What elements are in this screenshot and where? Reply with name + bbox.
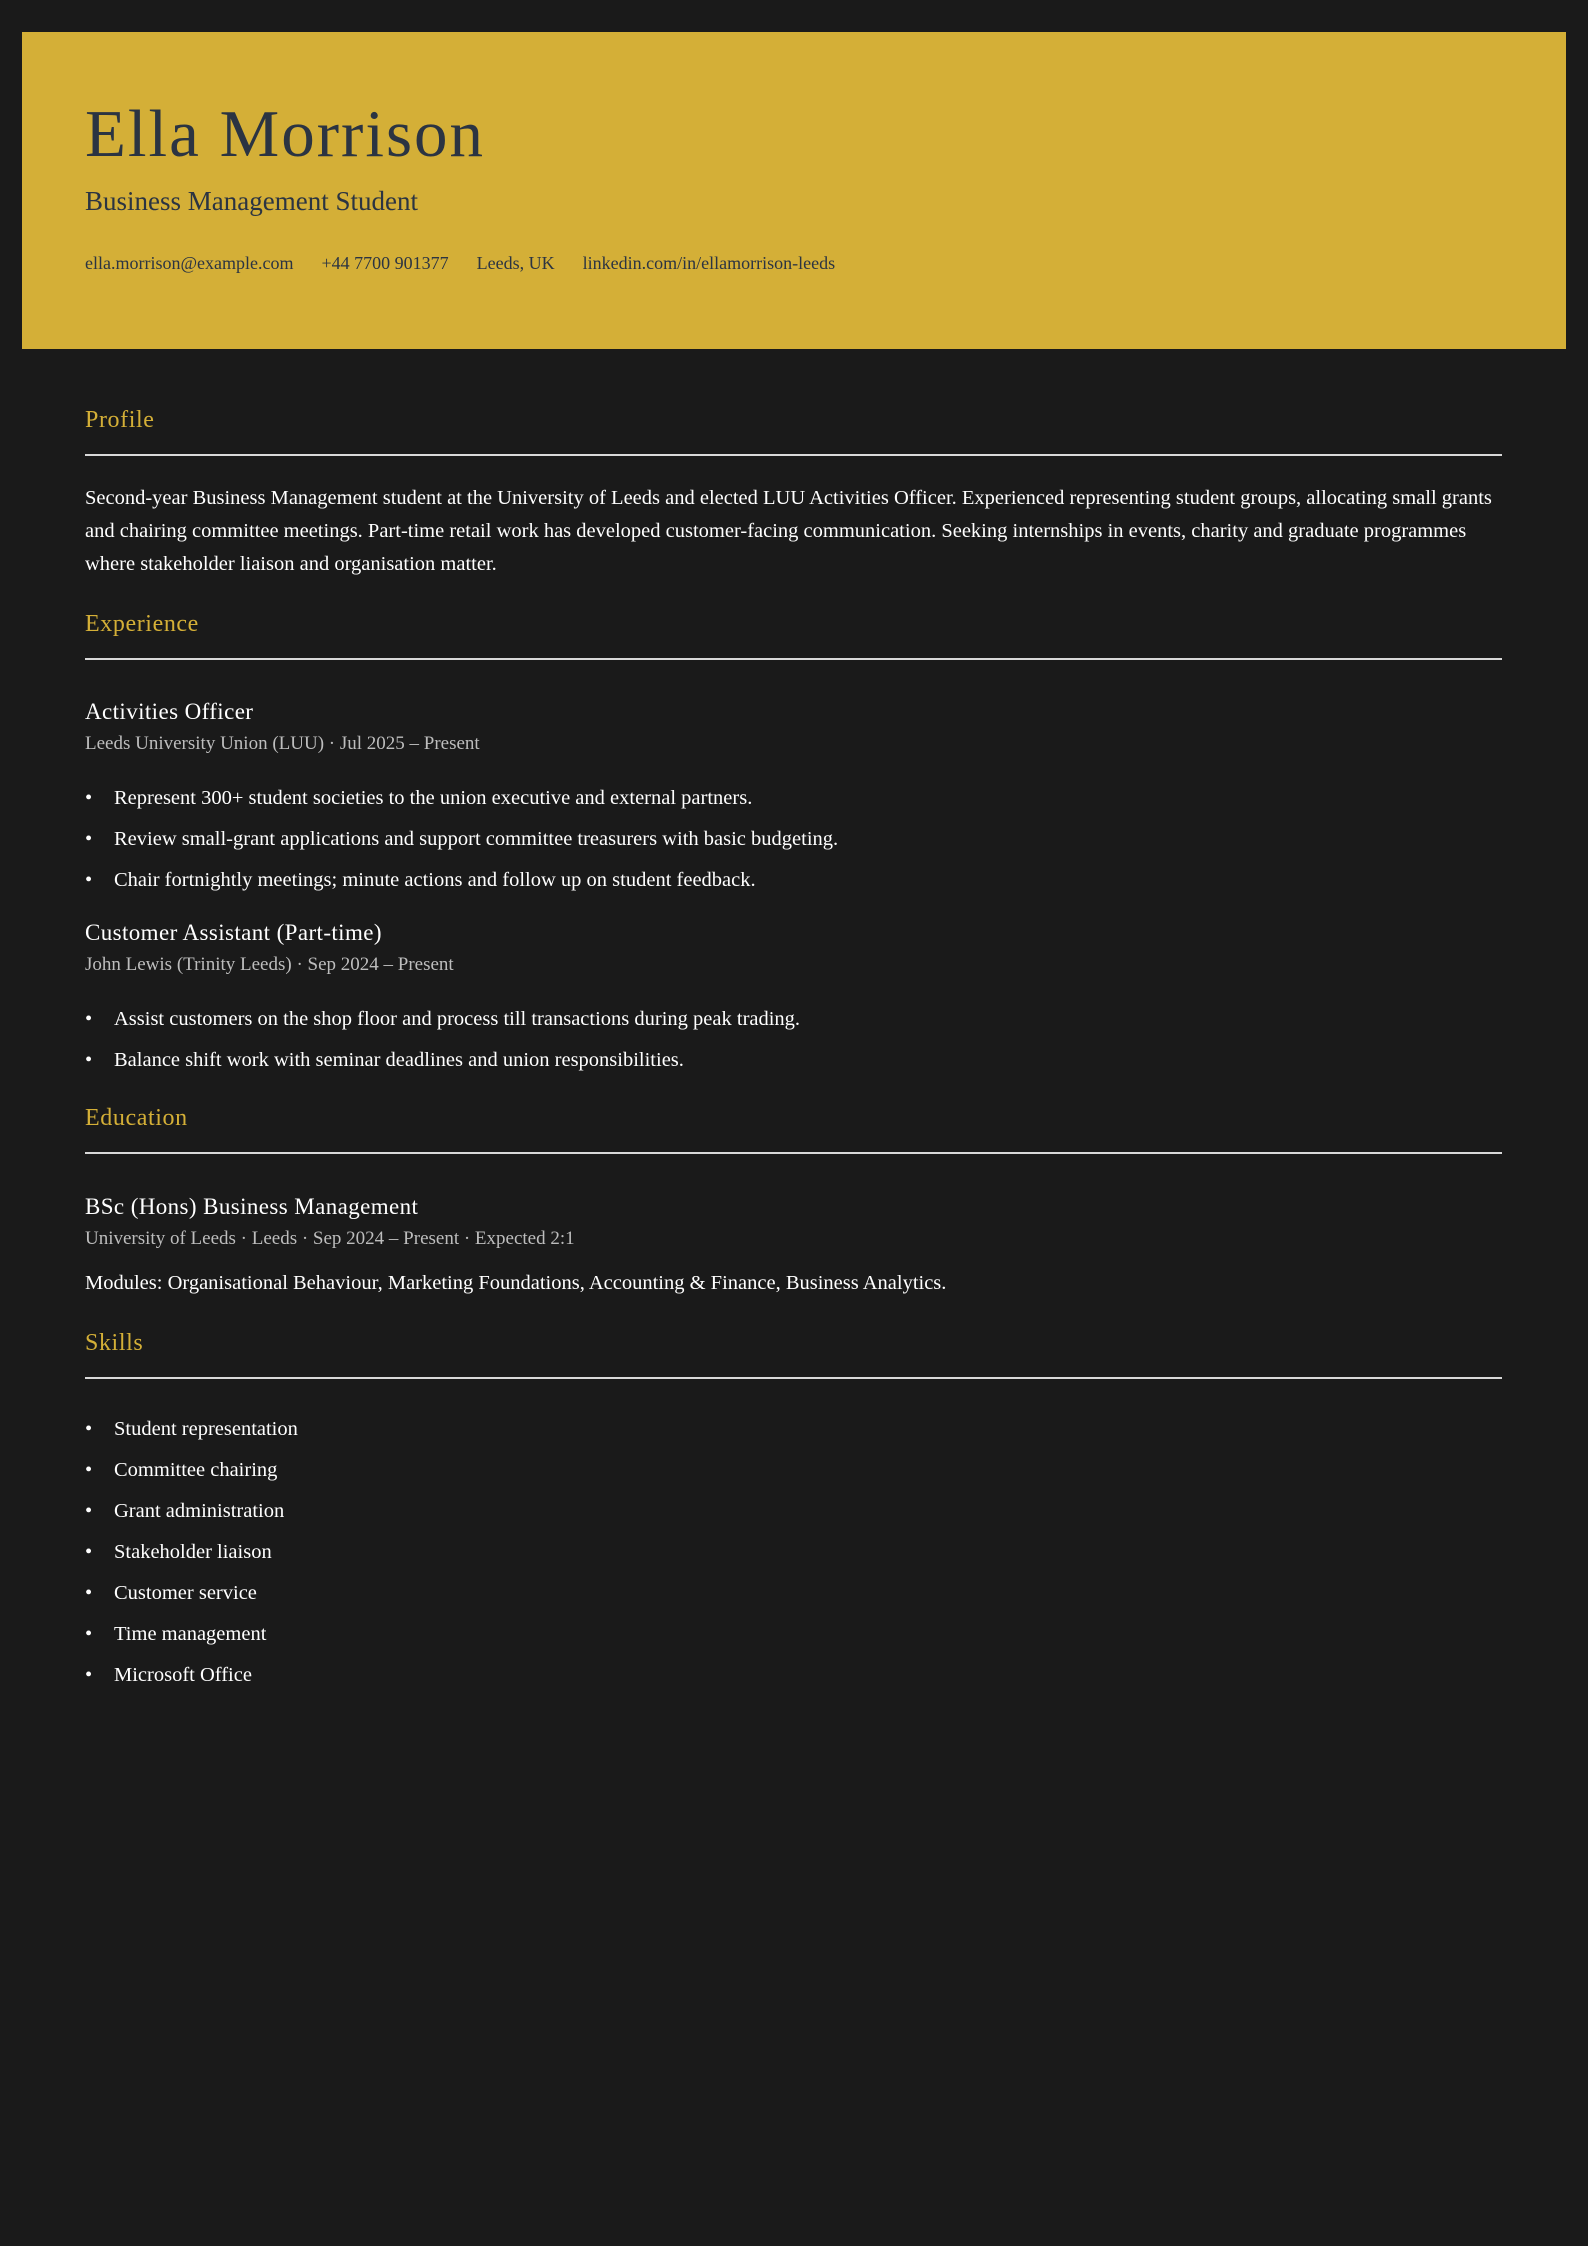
list-item: • Assist customers on the shop floor and process till transactions during peak trading. — [85, 1008, 801, 1030]
contact-location: Leeds, UK — [476, 253, 555, 273]
job-bullets — [85, 784, 1502, 907]
resume-header — [22, 32, 1566, 349]
skill-item: • Time management — [85, 1623, 267, 1645]
job-title: Activities Officer — [85, 699, 254, 724]
skill-item: • Grant administration — [85, 1500, 285, 1522]
job-bullets — [85, 1005, 1502, 1087]
candidate-name: Ella Morrison — [85, 97, 486, 171]
profile-summary: Second-year Business Management student at the University of Leeds and elected LUU Activities Officer. Experienced representing student groups, allocating small grants and chairing committee meetings. Part-time retail work has developed customer-facing communication. Seeking internships in events, charity and graduate programmes where stakeholder liaison and organisation matter. — [85, 487, 1492, 575]
list-item: • Represent 300+ student societies to the union executive and external partners. — [85, 787, 753, 809]
section-title-education: Education — [85, 1105, 188, 1131]
job-title: Customer Assistant (Part-time) — [85, 920, 382, 945]
section-title-profile: Profile — [85, 407, 155, 433]
skill-item: • Stakeholder liaison — [85, 1541, 272, 1563]
section-title-experience: Experience — [85, 611, 199, 637]
skills-list — [85, 1415, 1502, 1702]
skill-item: • Committee chairing — [85, 1459, 278, 1481]
contact-email[interactable]: ella.morrison@example.com — [85, 253, 294, 273]
contact-phone[interactable]: +44 7700 901377 — [321, 253, 449, 273]
section-divider — [85, 1152, 1502, 1154]
list-item: • Review small-grant applications and support committee treasurers with basic budgeting. — [85, 828, 839, 850]
degree-title: BSc (Hons) Business Management — [85, 1194, 419, 1219]
degree-meta: University of Leeds · Leeds · Sep 2024 – Present · Expected 2:1 — [85, 1228, 575, 1249]
section-divider — [85, 658, 1502, 660]
skill-item: • Microsoft Office — [85, 1664, 252, 1686]
job-meta: John Lewis (Trinity Leeds) · Sep 2024 – Present — [85, 954, 454, 975]
job-meta: Leeds University Union (LUU) · Jul 2025 – Present — [85, 733, 480, 754]
degree-modules: Modules: Organisational Behaviour, Marketing Foundations, Accounting & Finance, Business Analytics. — [85, 1272, 947, 1294]
skill-item: • Student representation — [85, 1418, 298, 1440]
list-item: • Balance shift work with seminar deadlines and union responsibilities. — [85, 1049, 684, 1071]
section-title-skills: Skills — [85, 1330, 144, 1356]
list-item: • Chair fortnightly meetings; minute actions and follow up on student feedback. — [85, 869, 756, 891]
section-divider — [85, 1377, 1502, 1379]
section-divider — [85, 454, 1502, 456]
skill-item: • Customer service — [85, 1582, 257, 1604]
contact-line — [85, 253, 835, 274]
candidate-headline: Business Management Student — [85, 186, 418, 216]
contact-linkedin[interactable]: linkedin.com/in/ellamorrison-leeds — [582, 253, 836, 273]
